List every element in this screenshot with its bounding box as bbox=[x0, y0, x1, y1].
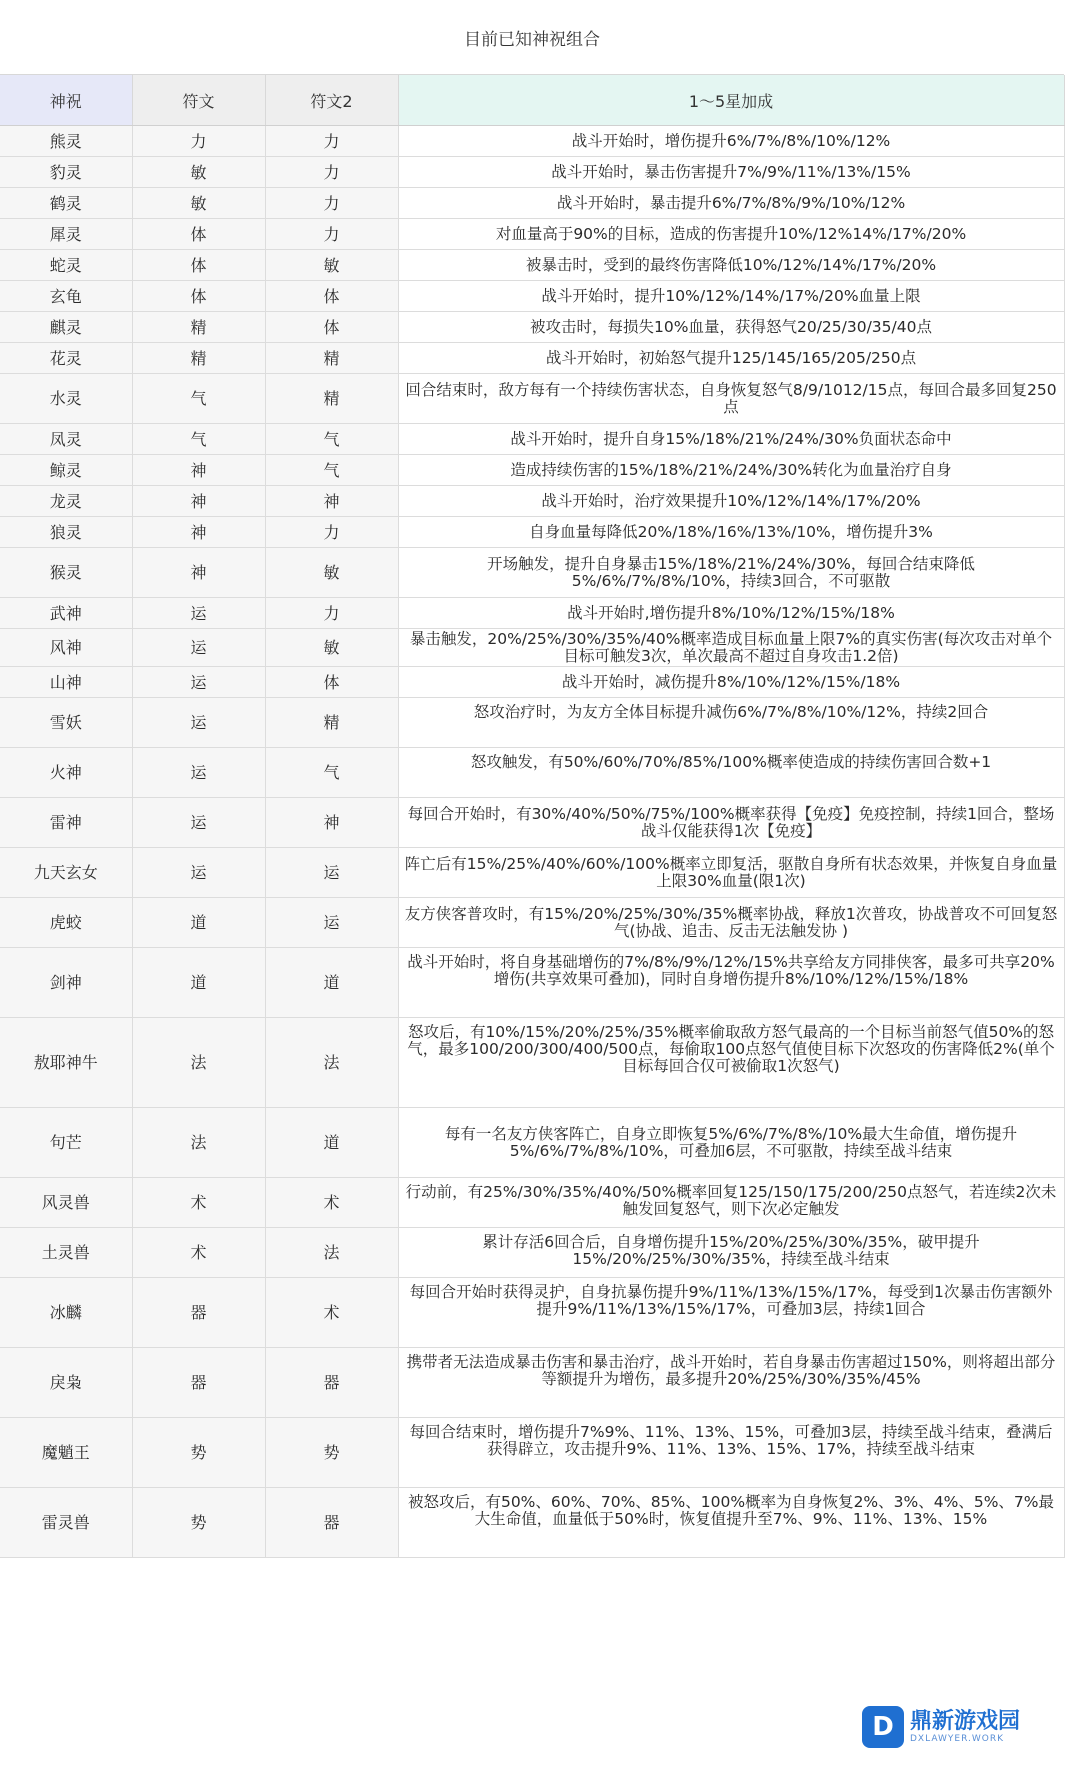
rune-2: 力 bbox=[265, 219, 398, 250]
table-row bbox=[0, 629, 1064, 667]
blessing-table bbox=[0, 75, 1065, 1558]
rune-2: 敏 bbox=[265, 250, 398, 281]
star-bonus-effect: 每回合开始时，有30%/40%/50%/75%/100%概率获得【免疫】免疫控制，持续1回合，整场战斗仅能获得1次【免疫】 bbox=[398, 798, 1064, 848]
header-blessing: 神祝 bbox=[0, 75, 132, 126]
rune-1: 法 bbox=[132, 1018, 265, 1108]
blessing-name: 火神 bbox=[0, 748, 132, 798]
star-bonus-effect: 战斗开始时，暴击伤害提升7%/9%/11%/13%/15% bbox=[398, 157, 1064, 188]
star-bonus-effect: 战斗开始时，治疗效果提升10%/12%/14%/17%/20% bbox=[398, 486, 1064, 517]
rune-1: 敏 bbox=[132, 157, 265, 188]
rune-2: 法 bbox=[265, 1018, 398, 1108]
rune-1: 术 bbox=[132, 1228, 265, 1278]
blessing-name: 句芒 bbox=[0, 1108, 132, 1178]
sheet-title: 目前已知神祝组合 bbox=[0, 0, 1064, 75]
rune-1: 术 bbox=[132, 1178, 265, 1228]
blessing-name: 狼灵 bbox=[0, 517, 132, 548]
star-bonus-effect: 对血量高于90%的目标，造成的伤害提升10%/12%14%/17%/20% bbox=[398, 219, 1064, 250]
rune-1: 运 bbox=[132, 667, 265, 698]
blessing-name: 敖耶神牛 bbox=[0, 1018, 132, 1108]
rune-2: 体 bbox=[265, 312, 398, 343]
star-bonus-effect: 自身血量每降低20%/18%/16%/13%/10%，增伤提升3% bbox=[398, 517, 1064, 548]
blessing-name: 虎蛟 bbox=[0, 898, 132, 948]
rune-1: 器 bbox=[132, 1278, 265, 1348]
blessing-name: 熊灵 bbox=[0, 126, 132, 157]
site-domain: DXLAWYER.WORK bbox=[910, 1734, 1004, 1744]
table-row bbox=[0, 312, 1064, 343]
rune-2: 力 bbox=[265, 598, 398, 629]
header-row bbox=[0, 75, 1064, 126]
rune-2: 敏 bbox=[265, 548, 398, 598]
table-row bbox=[0, 1348, 1064, 1418]
rune-2: 气 bbox=[265, 748, 398, 798]
blessing-name: 土灵兽 bbox=[0, 1228, 132, 1278]
star-bonus-effect: 每回合开始时获得灵护，自身抗暴伤提升9%/11%/13%/15%/17%，每受到1次暴击伤害额外提升9%/11%/13%/15%/17%，可叠加3层，持续1回合 bbox=[398, 1278, 1064, 1348]
star-bonus-effect: 怒攻后，有10%/15%/20%/25%/35%概率偷取敌方怒气最高的一个目标当前怒气值50%的怒气，最多100/200/300/400/500点，每偷取100点怒气值使目标下次怒攻的伤害降低2%(单个目标每回合仅可被偷取1次怒气) bbox=[398, 1018, 1064, 1108]
rune-2: 法 bbox=[265, 1228, 398, 1278]
rune-2: 神 bbox=[265, 486, 398, 517]
blessing-name: 剑神 bbox=[0, 948, 132, 1018]
blessing-name: 冰麟 bbox=[0, 1278, 132, 1348]
site-name: 鼎新游戏园 bbox=[910, 1709, 1021, 1734]
table-row bbox=[0, 898, 1064, 948]
table-row bbox=[0, 343, 1064, 374]
star-bonus-effect: 友方侠客普攻时，有15%/20%/25%/30%/35%概率协战，释放1次普攻，协战普攻不可回复怒气(协战、追击、反击无法触发协 ) bbox=[398, 898, 1064, 948]
star-bonus-effect: 每有一名友方侠客阵亡，自身立即恢复5%/6%/7%/8%/10%最大生命值，增伤提升5%/6%/7%/8%/10%，可叠加6层，不可驱散，持续至战斗结束 bbox=[398, 1108, 1064, 1178]
star-bonus-effect: 战斗开始时，增伤提升6%/7%/8%/10%/12% bbox=[398, 126, 1064, 157]
table-row bbox=[0, 424, 1064, 455]
rune-1: 神 bbox=[132, 486, 265, 517]
table-row bbox=[0, 548, 1064, 598]
rune-1: 运 bbox=[132, 748, 265, 798]
table-row bbox=[0, 1018, 1064, 1108]
blessing-name: 武神 bbox=[0, 598, 132, 629]
table-row bbox=[0, 598, 1064, 629]
star-bonus-effect: 战斗开始时，将自身基础增伤的7%/8%/9%/12%/15%共享给友方同排侠客，最多可共享20%增伤(共享效果可叠加)，同时自身增伤提升8%/10%/12%/15%/18% bbox=[398, 948, 1064, 1018]
rune-2: 精 bbox=[265, 698, 398, 748]
blessing-name: 戾枭 bbox=[0, 1348, 132, 1418]
rune-2: 力 bbox=[265, 188, 398, 219]
star-bonus-effect: 战斗开始时，初始怒气提升125/145/165/205/250点 bbox=[398, 343, 1064, 374]
table-row bbox=[0, 281, 1064, 312]
table-row bbox=[0, 1228, 1064, 1278]
rune-1: 体 bbox=[132, 250, 265, 281]
rune-2: 气 bbox=[265, 455, 398, 486]
blessing-name: 蛇灵 bbox=[0, 250, 132, 281]
rune-1: 气 bbox=[132, 424, 265, 455]
table-row bbox=[0, 1418, 1064, 1488]
blessing-name: 猴灵 bbox=[0, 548, 132, 598]
table-row bbox=[0, 748, 1064, 798]
site-logo-icon: D bbox=[862, 1706, 904, 1748]
rune-1: 神 bbox=[132, 455, 265, 486]
star-bonus-effect: 战斗开始时，减伤提升8%/10%/12%/15%/18% bbox=[398, 667, 1064, 698]
rune-1: 体 bbox=[132, 281, 265, 312]
rune-2: 体 bbox=[265, 667, 398, 698]
rune-1: 运 bbox=[132, 798, 265, 848]
blessing-name: 凤灵 bbox=[0, 424, 132, 455]
rune-1: 运 bbox=[132, 848, 265, 898]
table-row bbox=[0, 188, 1064, 219]
rune-2: 力 bbox=[265, 126, 398, 157]
table-row bbox=[0, 455, 1064, 486]
star-bonus-effect: 战斗开始时，提升自身15%/18%/21%/24%/30%负面状态命中 bbox=[398, 424, 1064, 455]
star-bonus-effect: 累计存活6回合后，自身增伤提升15%/20%/25%/30%/35%，破甲提升15%/20%/25%/30%/35%，持续至战斗结束 bbox=[398, 1228, 1064, 1278]
blessing-name: 玄龟 bbox=[0, 281, 132, 312]
table-row bbox=[0, 798, 1064, 848]
star-bonus-effect: 战斗开始时，暴击提升6%/7%/8%/9%/10%/12% bbox=[398, 188, 1064, 219]
rune-2: 气 bbox=[265, 424, 398, 455]
star-bonus-effect: 回合结束时，敌方每有一个持续伤害状态，自身恢复怒气8/9/1012/15点，每回合最多回复250点 bbox=[398, 374, 1064, 424]
table-row bbox=[0, 667, 1064, 698]
rune-2: 势 bbox=[265, 1418, 398, 1488]
rune-1: 运 bbox=[132, 598, 265, 629]
rune-1: 敏 bbox=[132, 188, 265, 219]
rune-2: 敏 bbox=[265, 629, 398, 667]
star-bonus-effect: 行动前，有25%/30%/35%/40%/50%概率回复125/150/175/200/250点怒气，若连续2次未触发回复怒气，则下次必定触发 bbox=[398, 1178, 1064, 1228]
blessing-name: 雷神 bbox=[0, 798, 132, 848]
table-row bbox=[0, 1108, 1064, 1178]
rune-1: 力 bbox=[132, 126, 265, 157]
blessing-name: 龙灵 bbox=[0, 486, 132, 517]
star-bonus-effect: 被暴击时，受到的最终伤害降低10%/12%/14%/17%/20% bbox=[398, 250, 1064, 281]
rune-1: 神 bbox=[132, 548, 265, 598]
rune-1: 精 bbox=[132, 343, 265, 374]
blessing-name: 豹灵 bbox=[0, 157, 132, 188]
table-row bbox=[0, 1178, 1064, 1228]
table-row bbox=[0, 698, 1064, 748]
table-row bbox=[0, 848, 1064, 898]
table-row bbox=[0, 157, 1064, 188]
rune-1: 运 bbox=[132, 698, 265, 748]
star-bonus-effect: 被攻击时，每损失10%血量，获得怒气20/25/30/35/40点 bbox=[398, 312, 1064, 343]
table-row bbox=[0, 486, 1064, 517]
rune-2: 术 bbox=[265, 1178, 398, 1228]
rune-2: 道 bbox=[265, 948, 398, 1018]
star-bonus-effect: 暴击触发，20%/25%/30%/35%/40%概率造成目标血量上限7%的真实伤害(每次攻击对单个目标可触发3次，单次最高不超过自身攻击1.2倍) bbox=[398, 629, 1064, 667]
header-rune2: 符文2 bbox=[265, 75, 398, 126]
table-row bbox=[0, 374, 1064, 424]
blessing-name: 山神 bbox=[0, 667, 132, 698]
header-star-bonus: 1～5星加成 bbox=[398, 75, 1064, 126]
rune-2: 精 bbox=[265, 374, 398, 424]
table-row bbox=[0, 948, 1064, 1018]
star-bonus-effect: 怒攻治疗时，为友方全体目标提升减伤6%/7%/8%/10%/12%，持续2回合 bbox=[398, 698, 1064, 748]
blessing-name: 犀灵 bbox=[0, 219, 132, 250]
blessing-name: 风神 bbox=[0, 629, 132, 667]
rune-2: 运 bbox=[265, 848, 398, 898]
blessing-name: 风灵兽 bbox=[0, 1178, 132, 1228]
rune-2: 器 bbox=[265, 1488, 398, 1558]
table-row bbox=[0, 517, 1064, 548]
rune-2: 精 bbox=[265, 343, 398, 374]
rune-2: 运 bbox=[265, 898, 398, 948]
table-row bbox=[0, 1488, 1064, 1558]
rune-2: 力 bbox=[265, 517, 398, 548]
star-bonus-effect: 战斗开始时，提升10%/12%/14%/17%/20%血量上限 bbox=[398, 281, 1064, 312]
rune-2: 神 bbox=[265, 798, 398, 848]
rune-1: 势 bbox=[132, 1418, 265, 1488]
rune-2: 器 bbox=[265, 1348, 398, 1418]
blessing-name: 鹤灵 bbox=[0, 188, 132, 219]
blessing-name: 雷灵兽 bbox=[0, 1488, 132, 1558]
rune-2: 术 bbox=[265, 1278, 398, 1348]
rune-1: 运 bbox=[132, 629, 265, 667]
blessing-name: 鲸灵 bbox=[0, 455, 132, 486]
rune-1: 气 bbox=[132, 374, 265, 424]
rune-2: 道 bbox=[265, 1108, 398, 1178]
star-bonus-effect: 战斗开始时,增伤提升8%/10%/12%/15%/18% bbox=[398, 598, 1064, 629]
star-bonus-effect: 每回合结束时，增伤提升7%9%、11%、13%、15%，可叠加3层，持续至战斗结束，叠满后获得辟立，攻击提升9%、11%、13%、15%、17%，持续至战斗结束 bbox=[398, 1418, 1064, 1488]
rune-1: 势 bbox=[132, 1488, 265, 1558]
rune-2: 力 bbox=[265, 157, 398, 188]
blessing-name: 九天玄女 bbox=[0, 848, 132, 898]
table-row bbox=[0, 219, 1064, 250]
header-rune: 符文 bbox=[132, 75, 265, 126]
rune-2: 体 bbox=[265, 281, 398, 312]
table-row bbox=[0, 1278, 1064, 1348]
blessing-name: 水灵 bbox=[0, 374, 132, 424]
site-watermark bbox=[862, 1696, 1062, 1758]
blessing-name: 魔魈王 bbox=[0, 1418, 132, 1488]
star-bonus-effect: 造成持续伤害的15%/18%/21%/24%/30%转化为血量治疗自身 bbox=[398, 455, 1064, 486]
rune-1: 神 bbox=[132, 517, 265, 548]
star-bonus-effect: 开场触发，提升自身暴击15%/18%/21%/24%/30%，每回合结束降低5%/6%/7%/8%/10%，持续3回合，不可驱散 bbox=[398, 548, 1064, 598]
star-bonus-effect: 怒攻触发，有50%/60%/70%/85%/100%概率使造成的持续伤害回合数+1 bbox=[398, 748, 1064, 798]
star-bonus-effect: 阵亡后有15%/25%/40%/60%/100%概率立即复活，驱散自身所有状态效果，并恢复自身血量上限30%血量(限1次) bbox=[398, 848, 1064, 898]
table-row bbox=[0, 250, 1064, 281]
blessing-name: 花灵 bbox=[0, 343, 132, 374]
rune-1: 法 bbox=[132, 1108, 265, 1178]
blessing-name: 麒灵 bbox=[0, 312, 132, 343]
rune-1: 精 bbox=[132, 312, 265, 343]
rune-1: 道 bbox=[132, 948, 265, 1018]
table-row bbox=[0, 126, 1064, 157]
blessing-name: 雪妖 bbox=[0, 698, 132, 748]
rune-1: 道 bbox=[132, 898, 265, 948]
rune-1: 器 bbox=[132, 1348, 265, 1418]
star-bonus-effect: 携带者无法造成暴击伤害和暴击治疗，战斗开始时，若自身暴击伤害超过150%，则将超出部分等额提升为增伤，最多提升20%/25%/30%/35%/45% bbox=[398, 1348, 1064, 1418]
rune-1: 体 bbox=[132, 219, 265, 250]
star-bonus-effect: 被怒攻后，有50%、60%、70%、85%、100%概率为自身恢复2%、3%、4%、5%、7%最大生命值，血量低于50%时，恢复值提升至7%、9%、11%、13%、15% bbox=[398, 1488, 1064, 1558]
